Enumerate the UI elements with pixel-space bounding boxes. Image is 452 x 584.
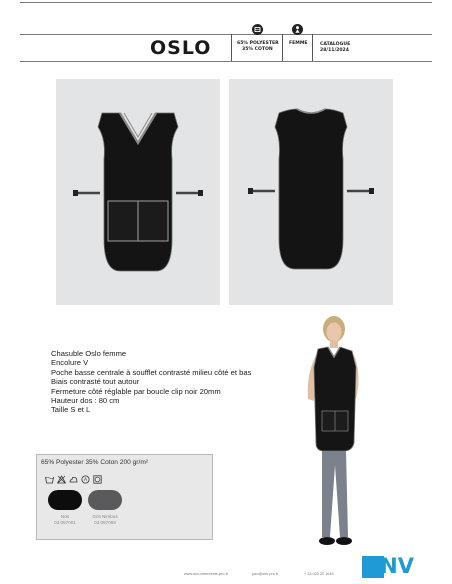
top-rule <box>20 2 432 3</box>
composition-line-2: 35% COTON <box>242 47 273 52</box>
tumble-dry-icon <box>93 475 102 484</box>
color-code-noir: 03.057001 <box>54 520 76 525</box>
description-line: Taille S et L <box>51 405 91 415</box>
woman-icon <box>292 24 303 35</box>
model-photo <box>296 315 378 553</box>
description-line: Biais contrasté tout autour <box>51 377 140 387</box>
composition-line-1: 65% POLYESTER <box>237 41 279 46</box>
color-code-gris-nimbus: 03.057059 <box>94 520 116 525</box>
product-title: OSLO <box>150 37 212 59</box>
description-line: Fermeture côté réglable par boucle clip noir 20mm <box>51 386 221 396</box>
fabric-composition: 65% Polyester 35% Coton 200 gr/m² <box>41 459 149 466</box>
dry-clean-icon <box>81 475 90 484</box>
apron-back-view <box>229 79 393 305</box>
brand-name: SNV <box>365 554 414 578</box>
composition-box <box>231 34 283 61</box>
footer-phone: + 33 020 20 1616 <box>304 572 334 576</box>
description-line: Hauteur dos : 80 cm <box>51 396 120 406</box>
footer-email[interactable]: pao@snv-pro.fr <box>252 572 279 576</box>
header-rule-upper <box>20 34 432 35</box>
footer-website[interactable]: www.snv-vetements-pro.fr <box>184 572 228 576</box>
color-name-noir: Noir <box>60 514 70 519</box>
color-name-gris-nimbus: Gris Nimbus <box>92 514 118 519</box>
fabric-swatch-panel <box>36 454 213 540</box>
apron-front-view <box>56 79 220 305</box>
product-description <box>51 349 251 415</box>
description-line: Encolure V <box>51 358 89 368</box>
description-line: Poche basse centrale à soufflet contrasté milieu côté et bas <box>51 367 252 377</box>
catalogue-label: CATALOGUE <box>320 42 351 47</box>
gender-label: FEMME <box>289 41 308 46</box>
care-instructions <box>45 475 102 484</box>
catalogue-date: 28/11/2024 <box>320 48 349 53</box>
gender-box <box>283 34 313 61</box>
wash-40-icon <box>45 475 54 484</box>
header-rule-lower <box>20 61 432 62</box>
fabric-icon <box>252 24 263 35</box>
description-line: Chasuble Oslo femme <box>51 349 127 358</box>
color-swatch-gris-nimbus[interactable] <box>88 490 122 510</box>
brand-logo <box>362 556 422 578</box>
svg-text:A: A <box>83 478 88 484</box>
color-swatch-noir[interactable] <box>48 490 82 510</box>
no-bleach-icon <box>57 475 66 484</box>
iron-icon <box>69 475 78 484</box>
